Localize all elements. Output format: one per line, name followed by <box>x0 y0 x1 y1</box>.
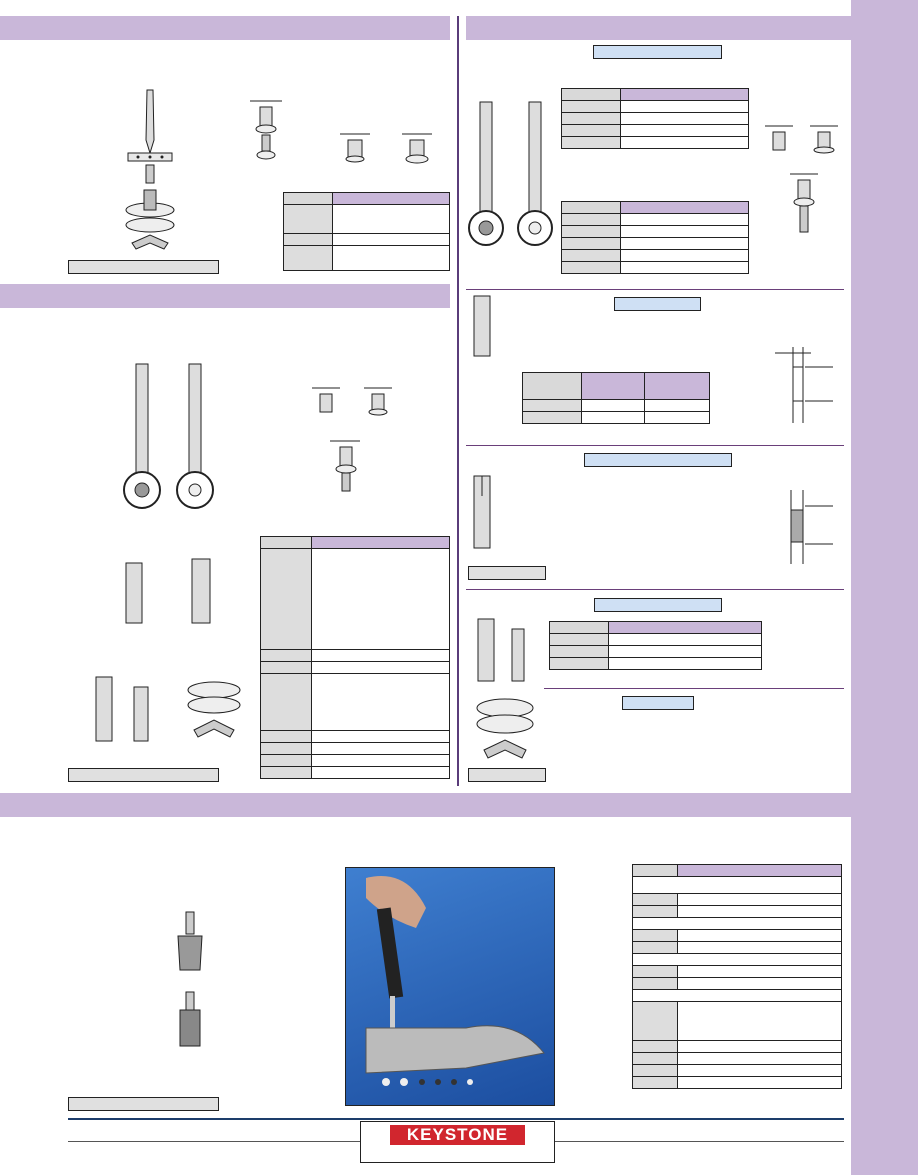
die-pair-illustration <box>472 615 532 685</box>
keystone-logo: KEYSTONE <box>390 1125 525 1145</box>
section-header-top-left <box>0 16 450 40</box>
divider-1 <box>466 289 844 290</box>
divider-4 <box>544 688 844 689</box>
divider-2 <box>466 445 844 446</box>
spec-table-right-2 <box>561 201 749 274</box>
eyelet-detail-2 <box>364 382 394 417</box>
right-hand-tool-2 <box>515 100 555 250</box>
subsection-label-2 <box>614 297 701 311</box>
right-eyelet-detail-3 <box>790 168 820 240</box>
figure-caption-right-2 <box>468 768 546 782</box>
eyelet-detail-3 <box>330 435 365 505</box>
rivet-head-detail-2 <box>340 128 375 168</box>
divider-3 <box>466 589 844 590</box>
spec-table-right-4 <box>549 621 762 670</box>
column-divider <box>457 16 459 786</box>
spec-table-bottom <box>632 864 842 1089</box>
application-photo <box>345 867 555 1106</box>
section-header-bottom <box>0 793 851 817</box>
rivet-head-detail-3 <box>402 128 437 168</box>
right-eyelet-detail-2 <box>810 120 840 156</box>
subsection-label-4 <box>594 598 722 612</box>
plain-die-illustration <box>470 294 494 360</box>
die-dimension-diagram-1 <box>775 345 835 425</box>
subsection-label-5 <box>622 696 694 710</box>
die-dimension-diagram-2 <box>775 488 835 566</box>
eyelet-tool-assembly-illustration <box>110 85 190 255</box>
spec-table-mid-left <box>260 536 450 779</box>
section-header-top-right <box>466 16 851 40</box>
figure-caption-top-left <box>68 260 219 274</box>
chuck-tool-illustration <box>170 910 210 1060</box>
hand-setting-tool-1 <box>122 362 162 512</box>
spec-table-right-3 <box>522 372 710 424</box>
side-tab-bar <box>851 0 918 1175</box>
figure-caption-right-1 <box>468 566 546 580</box>
figure-caption-bottom <box>68 1097 219 1111</box>
setting-die-illustrations <box>90 555 250 745</box>
eyelet-detail-1 <box>312 382 342 417</box>
rivet-head-detail-1 <box>250 95 290 165</box>
slotted-die-illustration <box>470 474 494 552</box>
subsection-label-1 <box>593 45 722 59</box>
section-header-mid-left <box>0 284 450 308</box>
spec-table-top-left <box>283 192 450 271</box>
anvil-illustration <box>470 690 540 770</box>
figure-caption-mid-left <box>68 768 219 782</box>
footer-rule <box>68 1118 844 1120</box>
spec-table-right-1 <box>561 88 749 149</box>
hand-setting-tool-2 <box>175 362 215 512</box>
right-hand-tool-1 <box>466 100 506 250</box>
subsection-label-3 <box>584 453 732 467</box>
right-eyelet-detail-1 <box>765 120 795 156</box>
